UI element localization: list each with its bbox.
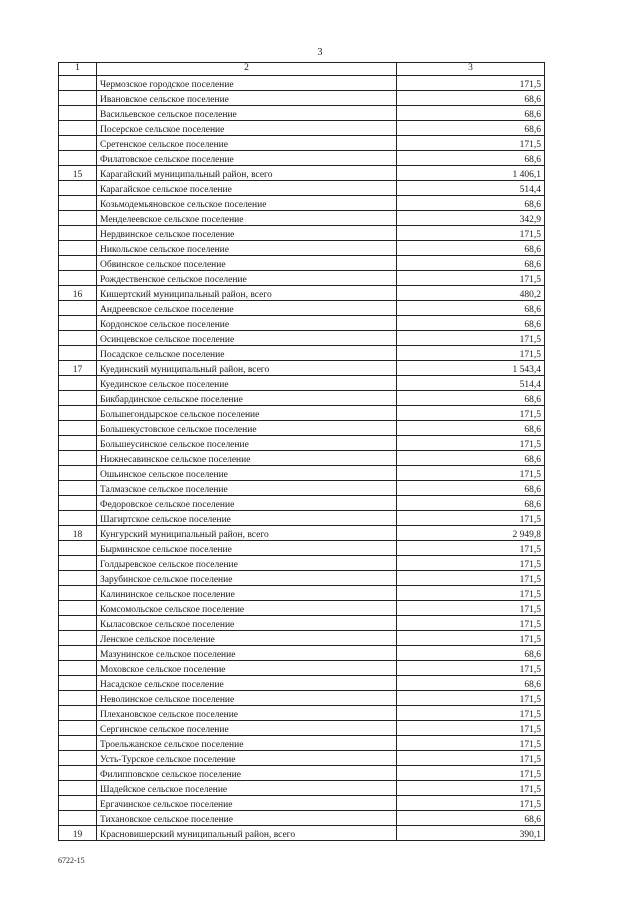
row-name-cell: Ергачинское сельское поселение <box>97 796 397 811</box>
row-value-cell: 68,6 <box>397 676 545 691</box>
row-number-cell <box>59 376 97 391</box>
row-number-cell <box>59 316 97 331</box>
row-name-cell: Сергинское сельское поселение <box>97 721 397 736</box>
row-name-cell: Обвинское сельское поселение <box>97 256 397 271</box>
row-name-cell: Моховское сельское поселение <box>97 661 397 676</box>
row-number-cell <box>59 331 97 346</box>
row-value-cell: 171,5 <box>397 331 545 346</box>
row-value-cell: 68,6 <box>397 316 545 331</box>
row-number-cell <box>59 496 97 511</box>
row-number-cell <box>59 76 97 91</box>
header-cell-value: 3 <box>397 63 545 76</box>
table-row <box>59 811 545 826</box>
row-value-cell: 1 406,1 <box>397 166 545 181</box>
table-row <box>59 706 545 721</box>
row-number-cell <box>59 616 97 631</box>
table-row <box>59 451 545 466</box>
row-value-cell: 171,5 <box>397 466 545 481</box>
table-row <box>59 466 545 481</box>
table-row <box>59 496 545 511</box>
table-row <box>59 151 545 166</box>
table-row <box>59 121 545 136</box>
row-number-cell <box>59 721 97 736</box>
row-value-cell: 171,5 <box>397 661 545 676</box>
row-number-cell <box>59 511 97 526</box>
row-name-cell: Рождественское сельское поселение <box>97 271 397 286</box>
row-name-cell: Посадское сельское поселение <box>97 346 397 361</box>
row-value-cell: 171,5 <box>397 571 545 586</box>
row-value-cell: 171,5 <box>397 796 545 811</box>
row-value-cell: 171,5 <box>397 436 545 451</box>
table-row <box>59 571 545 586</box>
row-name-cell: Комсомольское сельское поселение <box>97 601 397 616</box>
row-name-cell: Куединское сельское поселение <box>97 376 397 391</box>
table-row <box>59 406 545 421</box>
page-number: 3 <box>317 47 323 58</box>
row-name-cell: Ивановское сельское поселение <box>97 91 397 106</box>
header-cell-num: 1 <box>59 63 97 76</box>
row-value-cell: 171,5 <box>397 541 545 556</box>
table-row <box>59 391 545 406</box>
row-number-cell <box>59 436 97 451</box>
row-value-cell: 480,2 <box>397 286 545 301</box>
row-value-cell: 68,6 <box>397 301 545 316</box>
row-name-cell: Карагайский муниципальный район, всего <box>97 166 397 181</box>
row-name-cell: Кыласовское сельское поселение <box>97 616 397 631</box>
row-number-cell <box>59 571 97 586</box>
row-number-cell <box>59 196 97 211</box>
table-row <box>59 361 545 376</box>
row-number-cell: 16 <box>59 286 97 301</box>
row-name-cell: Красновишерский муниципальный район, всего <box>97 826 397 841</box>
table-row <box>59 526 545 541</box>
row-number-cell <box>59 301 97 316</box>
row-name-cell: Усть-Турское сельское поселение <box>97 751 397 766</box>
row-number-cell <box>59 601 97 616</box>
row-name-cell: Андреевское сельское поселение <box>97 301 397 316</box>
row-name-cell: Насадское сельское поселение <box>97 676 397 691</box>
row-number-cell <box>59 706 97 721</box>
document-code: 6722-15 <box>58 856 85 865</box>
row-name-cell: Большегондырское сельское поселение <box>97 406 397 421</box>
row-name-cell: Бырминское сельское поселение <box>97 541 397 556</box>
row-number-cell <box>59 241 97 256</box>
row-value-cell: 514,4 <box>397 376 545 391</box>
row-number-cell <box>59 451 97 466</box>
table-row <box>59 106 545 121</box>
row-value-cell: 171,5 <box>397 511 545 526</box>
row-name-cell: Осинцевское сельское поселение <box>97 331 397 346</box>
row-name-cell: Кунгурский муниципальный район, всего <box>97 526 397 541</box>
table-body <box>59 63 545 841</box>
row-number-cell <box>59 751 97 766</box>
table-row <box>59 616 545 631</box>
row-value-cell: 171,5 <box>397 586 545 601</box>
row-name-cell: Филипповское сельское поселение <box>97 766 397 781</box>
row-number-cell <box>59 226 97 241</box>
table-row <box>59 676 545 691</box>
table-row <box>59 661 545 676</box>
row-number-cell <box>59 586 97 601</box>
row-name-cell: Калининское сельское поселение <box>97 586 397 601</box>
row-name-cell: Большекустовское сельское поселение <box>97 421 397 436</box>
row-name-cell: Васильевское сельское поселение <box>97 106 397 121</box>
row-name-cell: Большеусинское сельское поселение <box>97 436 397 451</box>
row-value-cell: 2 949,8 <box>397 526 545 541</box>
row-name-cell: Троельжанское сельское поселение <box>97 736 397 751</box>
row-value-cell: 171,5 <box>397 406 545 421</box>
table-row <box>59 196 545 211</box>
row-name-cell: Сретенское сельское поселение <box>97 136 397 151</box>
row-value-cell: 1 543,4 <box>397 361 545 376</box>
table-row <box>59 631 545 646</box>
row-number-cell <box>59 121 97 136</box>
row-value-cell: 171,5 <box>397 691 545 706</box>
row-number-cell <box>59 736 97 751</box>
row-number-cell <box>59 181 97 196</box>
row-value-cell: 171,5 <box>397 751 545 766</box>
row-value-cell: 171,5 <box>397 136 545 151</box>
row-name-cell: Ленское сельское поселение <box>97 631 397 646</box>
row-value-cell: 68,6 <box>397 811 545 826</box>
row-number-cell <box>59 796 97 811</box>
row-value-cell: 68,6 <box>397 391 545 406</box>
table-row <box>59 166 545 181</box>
row-name-cell: Посерское сельское поселение <box>97 121 397 136</box>
row-name-cell: Куединский муниципальный район, всего <box>97 361 397 376</box>
row-number-cell <box>59 481 97 496</box>
table-row <box>59 751 545 766</box>
row-value-cell: 514,4 <box>397 181 545 196</box>
row-value-cell: 68,6 <box>397 151 545 166</box>
table-row <box>59 436 545 451</box>
row-name-cell: Кордонское сельское поселение <box>97 316 397 331</box>
table-row <box>59 556 545 571</box>
row-value-cell: 68,6 <box>397 496 545 511</box>
row-value-cell: 171,5 <box>397 736 545 751</box>
table-row <box>59 136 545 151</box>
table-row <box>59 346 545 361</box>
row-number-cell <box>59 556 97 571</box>
row-number-cell <box>59 91 97 106</box>
table-row <box>59 481 545 496</box>
row-number-cell: 19 <box>59 826 97 841</box>
row-number-cell <box>59 421 97 436</box>
row-value-cell: 68,6 <box>397 481 545 496</box>
table-row <box>59 256 545 271</box>
table-row <box>59 601 545 616</box>
row-value-cell: 68,6 <box>397 421 545 436</box>
row-name-cell: Ошьинское сельское поселение <box>97 466 397 481</box>
table-row <box>59 646 545 661</box>
table-row <box>59 316 545 331</box>
row-name-cell: Тихановское сельское поселение <box>97 811 397 826</box>
table-row <box>59 691 545 706</box>
row-value-cell: 68,6 <box>397 106 545 121</box>
table-row <box>59 511 545 526</box>
table-row <box>59 226 545 241</box>
row-number-cell <box>59 406 97 421</box>
table-row <box>59 376 545 391</box>
table-row <box>59 586 545 601</box>
row-number-cell <box>59 691 97 706</box>
table-header-row <box>59 63 545 76</box>
table-row <box>59 271 545 286</box>
row-number-cell <box>59 256 97 271</box>
row-name-cell: Менделеевское сельское поселение <box>97 211 397 226</box>
row-number-cell <box>59 466 97 481</box>
row-number-cell <box>59 391 97 406</box>
row-name-cell: Чермозское городское поселение <box>97 76 397 91</box>
row-number-cell: 15 <box>59 166 97 181</box>
row-number-cell <box>59 781 97 796</box>
row-number-cell <box>59 211 97 226</box>
row-name-cell: Талмазское сельское поселение <box>97 481 397 496</box>
row-number-cell <box>59 151 97 166</box>
row-value-cell: 171,5 <box>397 721 545 736</box>
row-value-cell: 171,5 <box>397 601 545 616</box>
row-number-cell <box>59 766 97 781</box>
table-row <box>59 781 545 796</box>
row-name-cell: Кишертский муниципальный район, всего <box>97 286 397 301</box>
row-value-cell: 68,6 <box>397 121 545 136</box>
table-row <box>59 826 545 841</box>
row-number-cell <box>59 631 97 646</box>
allocation-table <box>58 62 545 841</box>
table-row <box>59 421 545 436</box>
row-name-cell: Голдыревское сельское поселение <box>97 556 397 571</box>
row-value-cell: 390,1 <box>397 826 545 841</box>
row-name-cell: Федоровское сельское поселение <box>97 496 397 511</box>
row-name-cell: Нижнесавинское сельское поселение <box>97 451 397 466</box>
row-name-cell: Бикбардинское сельское поселение <box>97 391 397 406</box>
row-name-cell: Никольское сельское поселение <box>97 241 397 256</box>
row-value-cell: 68,6 <box>397 196 545 211</box>
row-value-cell: 171,5 <box>397 226 545 241</box>
row-value-cell: 68,6 <box>397 646 545 661</box>
row-value-cell: 171,5 <box>397 631 545 646</box>
row-name-cell: Шадейское сельское поселение <box>97 781 397 796</box>
row-value-cell: 171,5 <box>397 781 545 796</box>
row-value-cell: 342,9 <box>397 211 545 226</box>
table-row <box>59 76 545 91</box>
table-row <box>59 796 545 811</box>
row-name-cell: Нердвинское сельское поселение <box>97 226 397 241</box>
table-row <box>59 211 545 226</box>
row-value-cell: 171,5 <box>397 616 545 631</box>
table-row <box>59 241 545 256</box>
table-row <box>59 286 545 301</box>
table-row <box>59 91 545 106</box>
row-value-cell: 68,6 <box>397 241 545 256</box>
row-name-cell: Неволинское сельское поселение <box>97 691 397 706</box>
row-value-cell: 68,6 <box>397 256 545 271</box>
row-value-cell: 171,5 <box>397 271 545 286</box>
row-name-cell: Зарубинское сельское поселение <box>97 571 397 586</box>
row-number-cell <box>59 136 97 151</box>
row-number-cell: 18 <box>59 526 97 541</box>
row-name-cell: Плехановское сельское поселение <box>97 706 397 721</box>
table-row <box>59 541 545 556</box>
row-value-cell: 68,6 <box>397 91 545 106</box>
row-name-cell: Шагиртское сельское поселение <box>97 511 397 526</box>
row-number-cell <box>59 271 97 286</box>
table-row <box>59 181 545 196</box>
row-value-cell: 171,5 <box>397 76 545 91</box>
row-value-cell: 171,5 <box>397 766 545 781</box>
table-row <box>59 331 545 346</box>
row-number-cell <box>59 661 97 676</box>
row-value-cell: 171,5 <box>397 346 545 361</box>
row-value-cell: 171,5 <box>397 556 545 571</box>
row-name-cell: Карагайское сельское поселение <box>97 181 397 196</box>
row-name-cell: Филатовское сельское поселение <box>97 151 397 166</box>
row-name-cell: Козьмодемьяновское сельское поселение <box>97 196 397 211</box>
row-value-cell: 68,6 <box>397 451 545 466</box>
table-row <box>59 301 545 316</box>
row-number-cell <box>59 676 97 691</box>
row-number-cell <box>59 811 97 826</box>
header-cell-name: 2 <box>97 63 397 76</box>
row-value-cell: 171,5 <box>397 706 545 721</box>
row-number-cell <box>59 541 97 556</box>
table-row <box>59 736 545 751</box>
row-number-cell <box>59 346 97 361</box>
row-number-cell <box>59 106 97 121</box>
row-number-cell <box>59 646 97 661</box>
table-row <box>59 766 545 781</box>
row-number-cell: 17 <box>59 361 97 376</box>
row-name-cell: Мазунинское сельское поселение <box>97 646 397 661</box>
table-row <box>59 721 545 736</box>
